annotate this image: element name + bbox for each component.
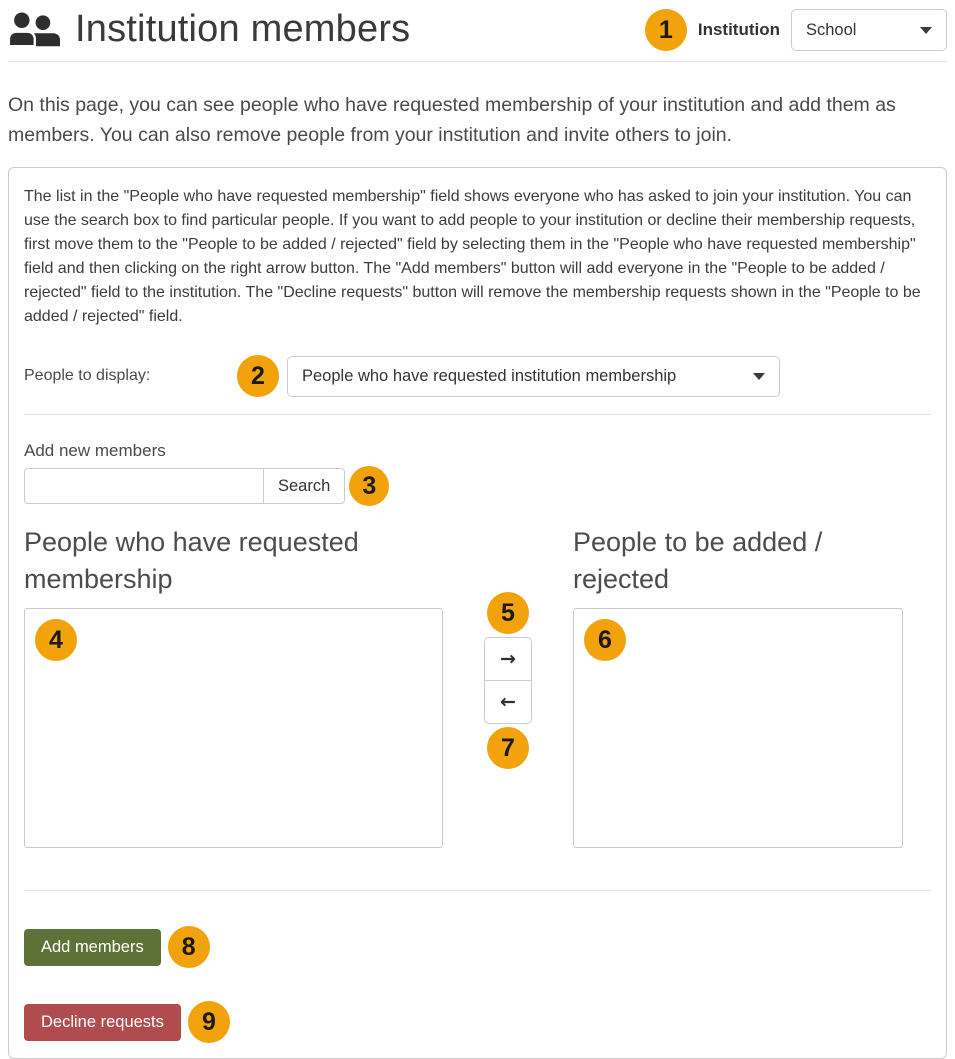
- chevron-down-icon: [920, 27, 932, 34]
- chevron-down-icon: [753, 373, 765, 380]
- move-left-button[interactable]: [484, 680, 532, 724]
- annotation-badge-6: 6: [584, 619, 626, 661]
- mover-column: [443, 524, 573, 769]
- institution-selector-group: [645, 9, 947, 51]
- institution-select[interactable]: [791, 9, 947, 51]
- search-button[interactable]: Search: [263, 468, 345, 504]
- requested-members-column: [24, 524, 443, 848]
- annotation-badge-7: 7: [487, 727, 529, 769]
- decline-requests-button[interactable]: Decline requests: [24, 1004, 181, 1041]
- arrow-right-icon: →: [500, 647, 516, 670]
- title-wrap: [8, 9, 410, 51]
- institution-label: Institution: [697, 20, 780, 39]
- add-members-row: [24, 926, 931, 968]
- search-row: [24, 466, 931, 506]
- decline-requests-row: [24, 1001, 931, 1043]
- institution-select-value: School: [806, 20, 857, 39]
- intro-text: On this page, you can see people who have requested membership of your institution and add them as members. You can also remove people from your institution and invite others to join.: [8, 94, 896, 146]
- people-to-display-select[interactable]: [287, 356, 780, 397]
- people-to-display-row: [24, 355, 931, 397]
- annotation-badge-5: 5: [487, 592, 529, 634]
- added-rejected-heading: People to be added / rejected: [573, 527, 823, 594]
- requested-members-listbox[interactable]: [24, 608, 443, 848]
- annotation-badge-9: 9: [188, 1001, 230, 1043]
- annotation-badge-3: 3: [349, 466, 389, 506]
- search-input[interactable]: [24, 468, 264, 504]
- added-rejected-column: [573, 524, 903, 848]
- annotation-badge-4: 4: [35, 619, 77, 661]
- added-rejected-listbox[interactable]: [573, 608, 903, 848]
- page-header: [8, 0, 947, 62]
- arrow-left-icon: ←: [500, 690, 516, 713]
- users-icon: [8, 10, 60, 50]
- people-to-display-value: People who have requested institution membership: [302, 366, 677, 385]
- annotation-badge-2: 2: [237, 355, 279, 397]
- add-new-members-label: Add new members: [24, 441, 166, 460]
- member-columns: [24, 524, 931, 848]
- annotation-badge-8: 8: [168, 926, 210, 968]
- divider: [24, 414, 931, 415]
- members-panel: [8, 167, 947, 1059]
- divider: [24, 890, 931, 891]
- add-members-button[interactable]: Add members: [24, 929, 161, 966]
- requested-members-heading: People who have requested membership: [24, 527, 359, 594]
- move-right-button[interactable]: [484, 637, 532, 681]
- mover-button-group: [484, 637, 532, 724]
- help-text: The list in the "People who have requested membership" field shows everyone who has asked to join your institution. You can use the search box to find particular people. If you want to add people to your institution or decline their membership requests, first move them to the "People to be added / rejected" field by selecting them in the "People who have requested membership" field and then clicking on the right arrow button. The "Add members" button will add everyone in the "People to be added / rejected" field to the institution. The "Decline requests" button will remove the membership requests shown in the "People to be added / rejected" field.: [24, 188, 921, 325]
- annotation-badge-1: 1: [645, 9, 687, 51]
- people-to-display-label: People to display:: [24, 367, 151, 384]
- page-title: Institution members: [75, 8, 411, 51]
